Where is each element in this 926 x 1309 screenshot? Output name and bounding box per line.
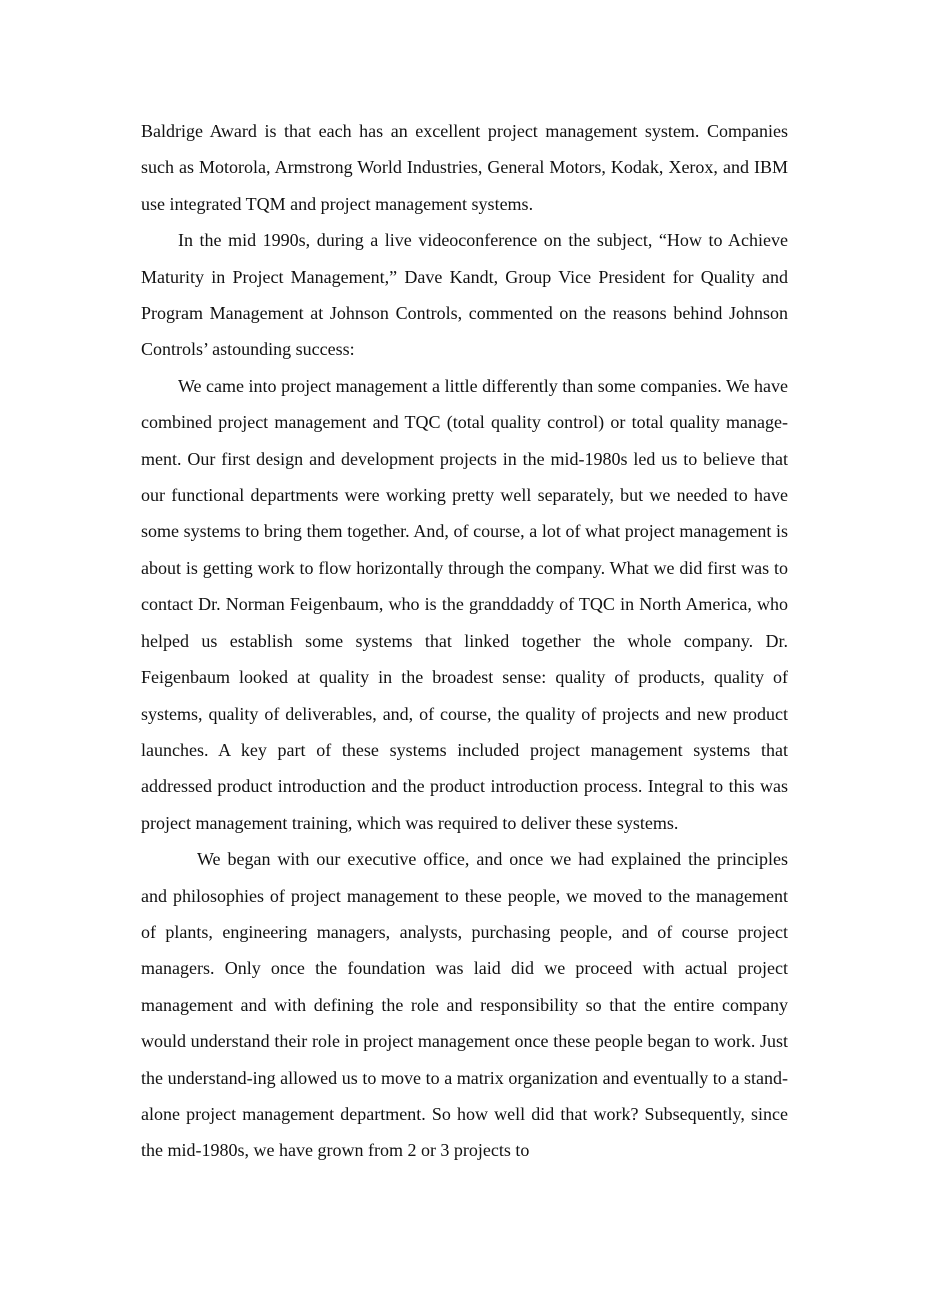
paragraph-intro: In the mid 1990s, during a live videoconference on the subject, “How to Achieve Maturity in Project Management,” Dave Kandt, Group Vice President for Quality and Program Management at Johnson Controls, commented on the reasons behind Johnson Controls’ astounding success: xyxy=(141,230,788,360)
body-text xyxy=(141,113,788,1169)
quote-paragraph-2: We began with our executive office, and once we had explained the principles and philosophies of project management to these people, we moved to the management of plants, engineering managers, analysts, purchasing people, and of course project managers. Only once the foundation was laid did we proceed with actual project management and with defining the role and responsibility so that the entire company would understand their role in project management once these people began to work. Just the understand-ing allowed us to move to a matrix organization and eventually to a stand-alone project management department. So how well did that work? Subsequently, since the mid-1980s, we have grown from 2 or 3 projects to xyxy=(141,849,788,1161)
paragraph-continuation: Baldrige Award is that each has an excellent project management system. Companies such as Motorola, Armstrong World Industries, General Motors, Kodak, Xerox, and IBM use integrated TQM and project management systems. xyxy=(141,121,788,214)
quote-paragraph-1: We came into project management a little differently than some companies. We have combined project management and TQC (total quality control) or total quality manage-ment. Our first design and development projects in the mid-1980s led us to believe that our functional departments were working pretty well separately, but we needed to have some systems to bring them together. And, of course, a lot of what project management is about is getting work to flow horizontally through the company. What we did first was to contact Dr. Norman Feigenbaum, who is the granddaddy of TQC in North America, who helped us establish some systems that linked together the whole company. Dr. Feigenbaum looked at quality in the broadest sense: quality of products, quality of systems, quality of deliverables, and, of course, the quality of projects and new product launches. A key part of these systems included project management systems that addressed product introduction and the product introduction process. Integral to this was project management training, which was required to deliver these systems. xyxy=(141,375,788,833)
